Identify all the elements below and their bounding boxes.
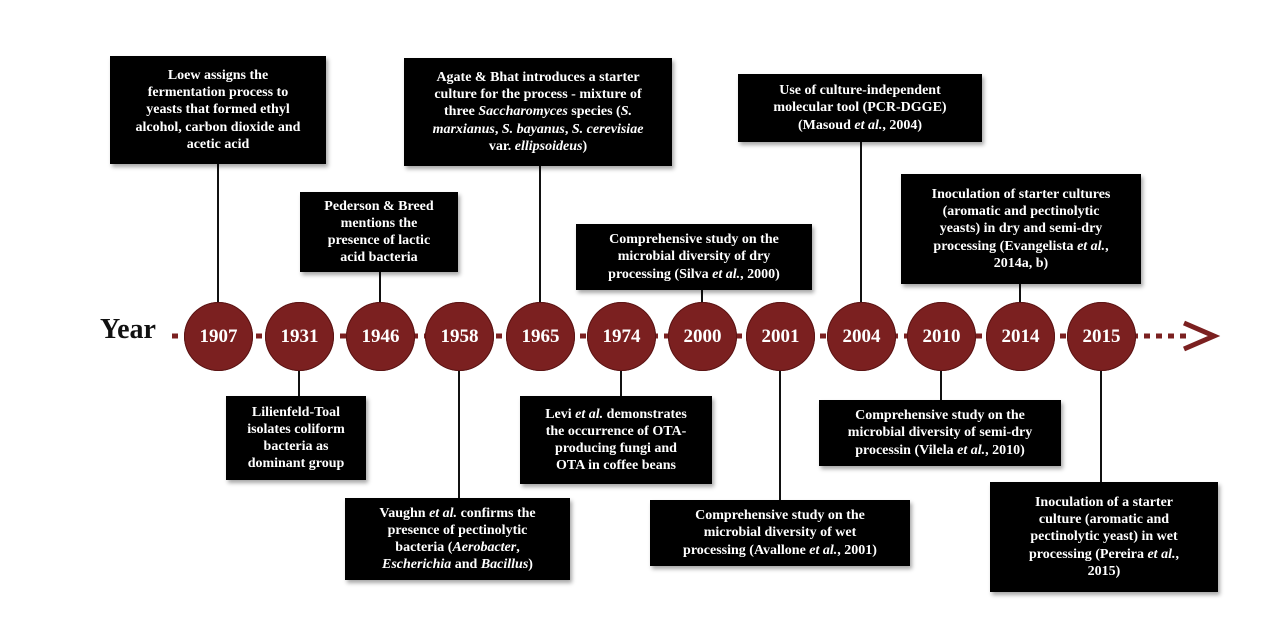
timeline-arrowhead — [1184, 323, 1214, 349]
year-node-2001: 2001 — [746, 302, 815, 371]
year-node-1965: 1965 — [506, 302, 575, 371]
event-text: Use of culture-independent molecular tool (PCR-DGGE) (Masoud et al., 2004) — [773, 83, 947, 133]
event-box-1974 — [520, 396, 712, 484]
event-text: Comprehensive study on the microbial diversity of dry processing (Silva et al., 2000) — [608, 232, 780, 282]
event-box-1931 — [226, 396, 366, 480]
event-box-1965 — [404, 58, 672, 166]
year-node-1907: 1907 — [184, 302, 253, 371]
event-box-1946 — [300, 192, 458, 272]
event-text: Pederson & Breed mentions the presence of lactic acid bacteria — [324, 198, 434, 266]
event-text: Inoculation of starter cultures (aromatic and pectinolytic yeasts) in dry and semi-dry processing (Evangelista et al., 2014a, b) — [931, 187, 1111, 271]
event-text: Comprehensive study on the microbial diversity of wet processing (Avallone et al., 2001) — [683, 508, 877, 558]
axis-label: Year — [100, 314, 156, 345]
year-node-1931: 1931 — [265, 302, 334, 371]
year-node-2010: 2010 — [907, 302, 976, 371]
year-node-1974: 1974 — [587, 302, 656, 371]
year-node-2014: 2014 — [986, 302, 1055, 371]
event-box-1907 — [110, 56, 326, 164]
event-box-1958 — [345, 498, 570, 580]
event-text: Agate & Bhat introduces a starter culture for the process - mixture of three Saccharomyces species (S. marxianus, S. bayanus, S. cerevisiae var. ellipsoideus) — [432, 70, 644, 154]
event-text: Loew assigns the fermentation process to yeasts that formed ethyl alcohol, carbon dioxide and acetic acid — [135, 68, 301, 152]
year-node-2000: 2000 — [668, 302, 737, 371]
event-box-2010 — [819, 400, 1061, 466]
event-text: Vaughn et al. confirms the presence of pectinolytic bacteria (Aerobacter, Escherichia and Bacillus) — [379, 505, 536, 573]
year-node-1946: 1946 — [346, 302, 415, 371]
event-text: Inoculation of a starter culture (aromatic and pectinolytic yeast) in wet processing (Pereira et al., 2015) — [1029, 495, 1179, 579]
year-node-2004: 2004 — [827, 302, 896, 371]
event-box-2004 — [738, 74, 982, 142]
event-text: Lilienfeld-Toal isolates coliform bacteria as dominant group — [247, 404, 345, 472]
event-text: Comprehensive study on the microbial diversity of semi-dry processin (Vilela et al., 2010) — [847, 408, 1033, 458]
event-box-2014 — [901, 174, 1141, 284]
year-node-2015: 2015 — [1067, 302, 1136, 371]
event-box-2001 — [650, 500, 910, 566]
event-box-2015 — [990, 482, 1218, 592]
year-node-1958: 1958 — [425, 302, 494, 371]
event-box-2000 — [576, 224, 812, 290]
event-text: Levi et al. demonstrates the occurrence of OTA- producing fungi and OTA in coffee beans — [545, 406, 687, 474]
